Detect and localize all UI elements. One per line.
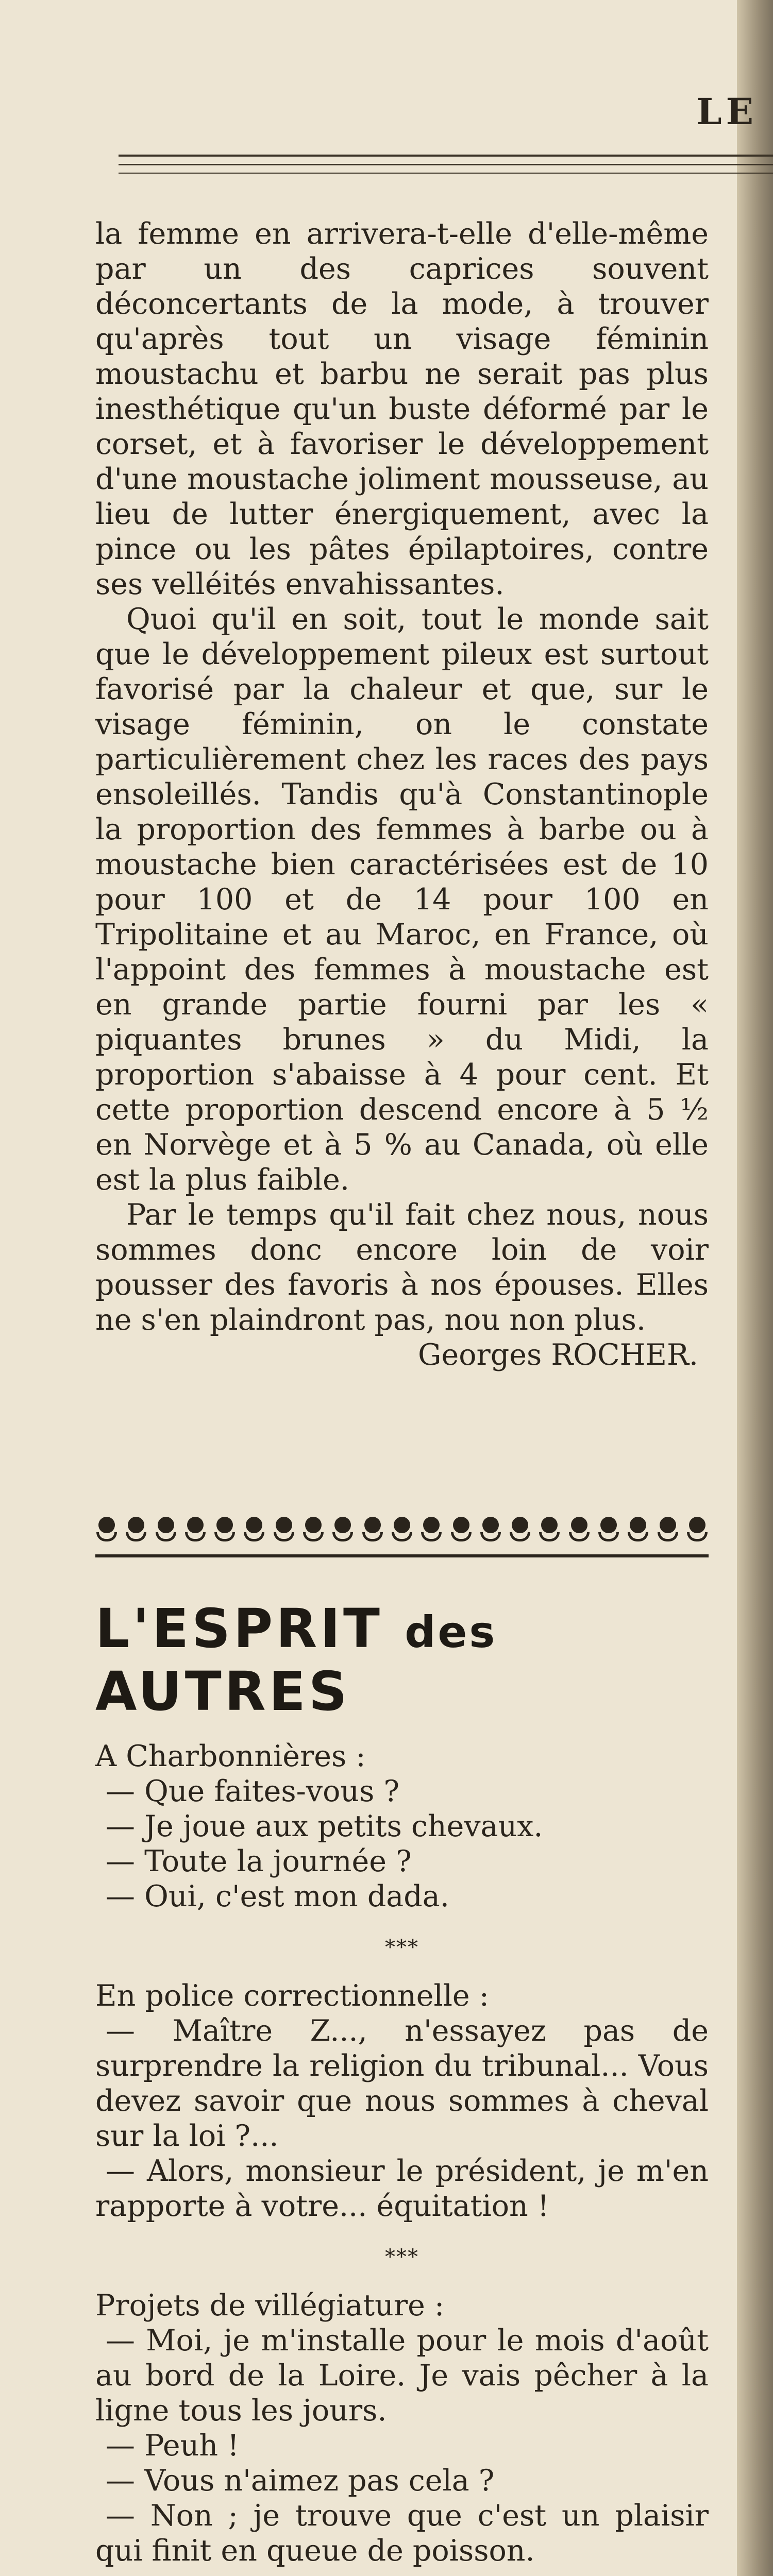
joke-line: — Maître Z..., n'essayez pas de surprendre la religion du tribunal... Vous devez savoir que nous sommes à cheval sur la loi ?...: [95, 2014, 709, 2153]
joke-item: [95, 1739, 709, 1914]
ornament-icon: [391, 1517, 413, 1544]
joke-line: — Vous n'aimez pas cela ?: [106, 2464, 495, 2498]
signature-first-name: Georges: [417, 1338, 542, 1372]
ornament-icon: [509, 1517, 531, 1544]
ornament-divider: [95, 1512, 709, 1557]
joke-line: — Je joue aux petits chevaux.: [106, 1809, 543, 1843]
ornament-icon: [184, 1517, 207, 1544]
joke-line: A Charbonnières :: [95, 1739, 366, 1773]
joke-line: — Moi, je m'installe pour le mois d'août au bord de la Loire. Je vais pêcher à la ligne tous les jours.: [95, 2324, 709, 2428]
paragraph: la femme en arrivera-t-elle d'elle-même par un des caprices souvent déconcertants de la mode, à trouver qu'après tout un visage féminin moustachu et barbu ne serait pas plus inesthétique qu'un buste déformé par le corset, et à favoriser le développement d'une moustache joliment mousseuse, au lieu de lutter énergiquement, avec la pince ou les pâtes épilaptoires, contre ses velléités envahissantes.: [95, 217, 709, 601]
joke-line: En police correctionnelle :: [95, 1979, 489, 2013]
section-title-part: L'ESPRIT: [95, 1597, 383, 1660]
ornament-icon: [95, 1517, 118, 1544]
jokes-column: [95, 1739, 709, 2576]
ornament-icon: [243, 1517, 265, 1544]
ornament-icon: [331, 1517, 354, 1544]
star-separator: ***: [385, 1936, 419, 1959]
star-separator: ***: [385, 2245, 419, 2269]
ornament-icon: [213, 1517, 236, 1544]
ornament-icon: [686, 1517, 709, 1544]
header-rules: [119, 155, 773, 174]
joke-line: — Que faites-vous ?: [106, 1774, 400, 1808]
joke-line: — Oui, c'est mon dada.: [106, 1879, 449, 1913]
running-head: LE: [696, 90, 758, 133]
joke-line: — Toute la journée ?: [106, 1844, 412, 1878]
paragraph: Quoi qu'il en soit, tout le monde sait que le développement pileux est surtout favorisé par la chaleur et que, sur le visage féminin, on le constate particulièrement chez les races des pays ensoleillés. Tandis qu'à Constantinople la proportion des femmes à barbe ou à moustache bien caractérisées est de 10 pour 100 et de 14 pour 100 en Tripolitaine et au Maroc, en France, où l'appoint des femmes à moustache est en grande partie fourni par les « piquantes brunes » du Midi, la proportion s'abaisse à 4 pour cent. Et cette proportion descend encore à 5 ½ en Norvège et à 5 % au Canada, où elle est la plus faible.: [95, 602, 709, 1197]
rule-line: [119, 164, 773, 165]
ornament-icon: [273, 1517, 295, 1544]
section-title-part: des: [405, 1607, 497, 1657]
article-continuation: [95, 216, 709, 1372]
author-signature: [95, 1337, 709, 1372]
ornament-icon: [302, 1517, 325, 1544]
section-title: [95, 1597, 709, 1723]
ornament-icon: [450, 1517, 473, 1544]
ornament-icon: [361, 1517, 384, 1544]
rule-line: [119, 155, 773, 157]
joke-line: — Peuh !: [106, 2429, 240, 2463]
signature-last-name: ROCHER.: [551, 1338, 698, 1372]
paragraph: Par le temps qu'il fait chez nous, nous sommes donc encore loin de voir pousser des favoris à nos épouses. Elles ne s'en plaindront pas, nou non plus.: [95, 1198, 709, 1337]
ornament-icon: [597, 1517, 620, 1544]
ornament-icon: [125, 1517, 147, 1544]
ornament-icon: [538, 1517, 561, 1544]
joke-line: — Alors, monsieur le président, je m'en rapporte à votre... équitation !: [95, 2154, 709, 2223]
section-title-part: AUTRES: [95, 1660, 350, 1723]
ornament-icon: [479, 1517, 502, 1544]
ornament-icon: [657, 1517, 679, 1544]
joke-line: Projets de villégiature :: [95, 2289, 445, 2323]
joke-line: — Non ; je trouve que c'est un plaisir qui finit en queue de poisson.: [95, 2499, 709, 2568]
ornament-icon: [568, 1517, 591, 1544]
joke-item: [95, 1978, 709, 2224]
ornament-icon: [155, 1517, 177, 1544]
joke-item: [95, 2288, 709, 2568]
ornament-icon: [627, 1517, 649, 1544]
page-edge-shadow: [737, 0, 773, 2576]
ornament-icon: [420, 1517, 443, 1544]
rule-line: [119, 173, 773, 174]
